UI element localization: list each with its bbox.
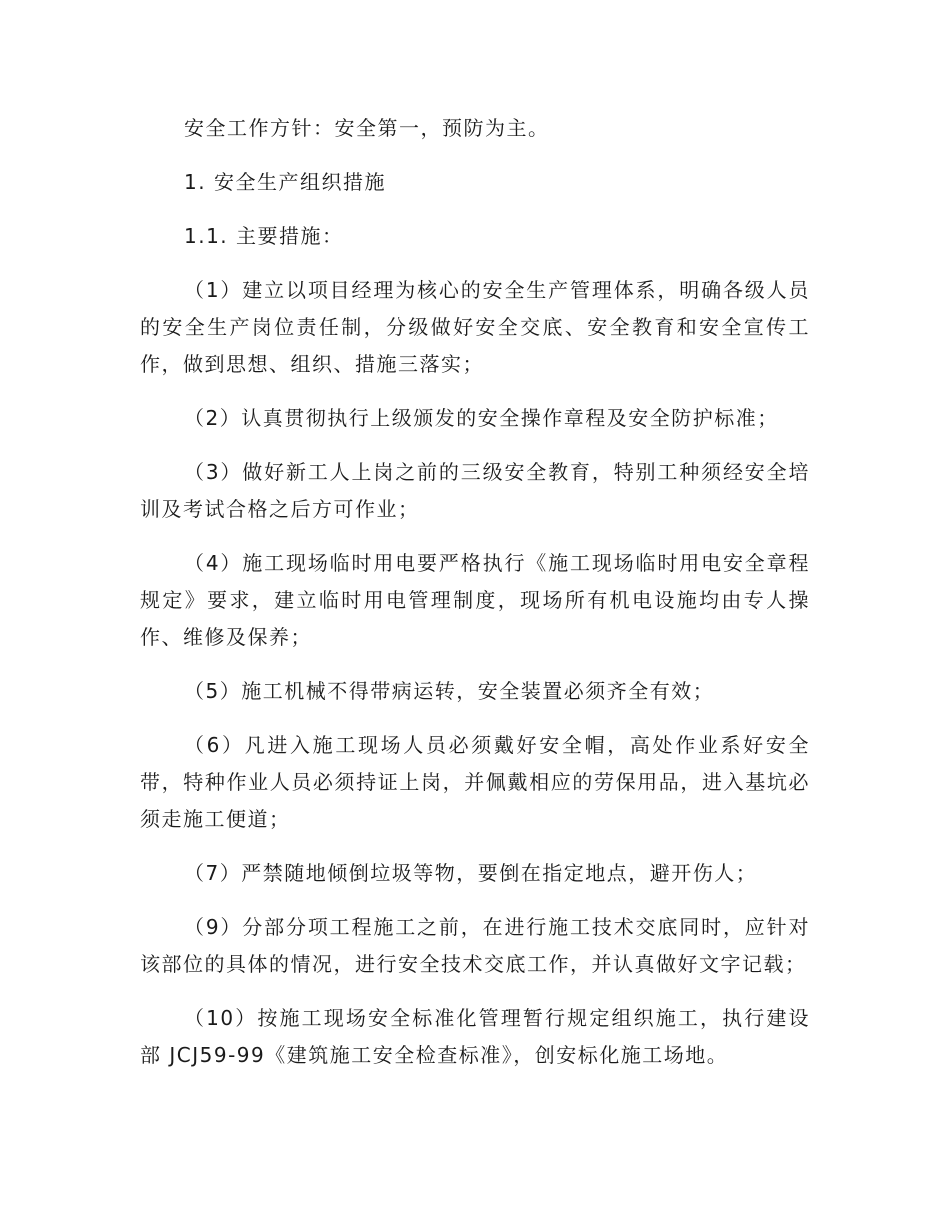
section-heading: 1. 安全生产组织措施	[184, 170, 386, 194]
subsection-heading: 1.1. 主要措施：	[184, 224, 344, 248]
document-body	[140, 110, 810, 1091]
measure-item-9: （9）分部分项工程施工之前，在进行施工技术交底同时，应针对该部位的具体的情况，进行安全技术交底工作，并认真做好文字记载；	[140, 915, 810, 976]
measure-item-5: （5）施工机械不得带病运转，安全装置必须齐全有效；	[184, 679, 715, 703]
measure-item-1: （1）建立以项目经理为核心的安全生产管理体系，明确各级人员的安全生产岗位责任制，分级做好安全交底、安全教育和安全宣传工作，做到思想、组织、措施三落实；	[140, 278, 810, 376]
measure-item-3: （3）做好新工人上岗之前的三级安全教育，特别工种须经安全培训及考试合格之后方可作业；	[140, 460, 810, 521]
measure-item-10: （10）按施工现场安全标准化管理暂行规定组织施工，执行建设部 JCJ59-99《建筑施工安全检查标准》，创安标化施工场地。	[140, 1006, 810, 1067]
measure-item-6: （6）凡进入施工现场人员必须戴好安全帽，高处作业系好安全带，特种作业人员必须持证上岗，并佩戴相应的劳保用品，进入基坑必须走施工便道；	[140, 733, 810, 831]
measure-item-2: （2）认真贯彻执行上级颁发的安全操作章程及安全防护标准；	[184, 406, 779, 430]
measure-item-7: （7）严禁随地倾倒垃圾等物，要倒在指定地点，避开伤人；	[184, 861, 758, 885]
measure-item-4: （4）施工现场临时用电要严格执行《施工现场临时用电安全章程规定》要求，建立临时用电管理制度，现场所有机电设施均由专人操作、维修及保养；	[140, 551, 810, 649]
policy-line: 安全工作方针：安全第一，预防为主。	[184, 116, 550, 140]
